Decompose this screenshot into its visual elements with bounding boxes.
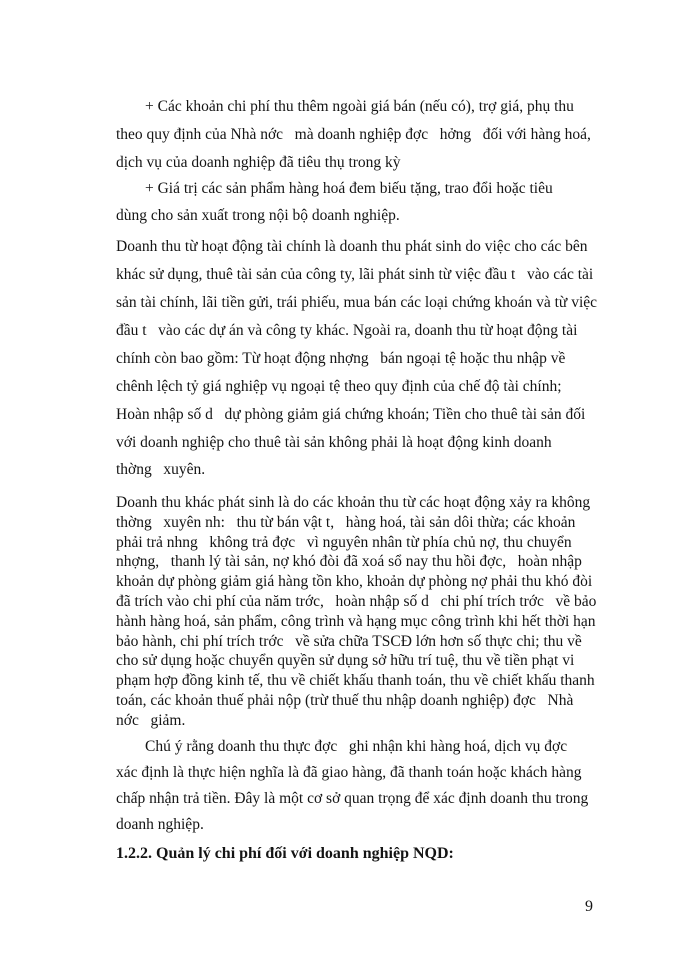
text-line: chấp nhận trả tiền. Đây là một cơ sở quan trọng để xác định doanh thu trong bbox=[116, 790, 589, 807]
text-line: chênh lệch tỷ giá nghiệp vụ ngoại tệ theo quy định của chế độ tài chính; bbox=[116, 378, 562, 395]
text-line: đã trích vào chi phí của năm trớc, hoàn nhập số d chi phí trích trớc về bảo bbox=[116, 593, 597, 610]
text-line: Hoàn nhập số d dự phòng giảm giá chứng khoán; Tiền cho thuê tài sản đối bbox=[116, 406, 586, 423]
text-line: toán, các khoản thuế phải nộp (trừ thuế thu nhập doanh nghiệp) đợc Nhà bbox=[116, 692, 574, 709]
text-line: khác sử dụng, thuê tài sản của công ty, lãi phát sinh từ việc đầu t vào các tài bbox=[116, 266, 594, 283]
text-line: theo quy định của Nhà nớc mà doanh nghiệp đợc hởng đối với hàng hoá, bbox=[116, 126, 591, 143]
page-number: 9 bbox=[585, 898, 593, 915]
text-line: hành hàng hoá, sản phẩm, công trình và hạng mục công trình khi hết thời hạn bbox=[116, 612, 596, 630]
text-line: nớc giảm. bbox=[116, 711, 186, 729]
text-line: Chú ý rằng doanh thu thực đợc ghi nhận khi hàng hoá, dịch vụ đợc bbox=[145, 738, 568, 755]
text-line: Doanh thu khác phát sinh là do các khoản thu từ các hoạt động xảy ra không bbox=[116, 494, 591, 511]
text-line: dịch vụ của doanh nghiệp đã tiêu thụ trong kỳ bbox=[116, 154, 401, 171]
text-line: dùng cho sản xuất trong nội bộ doanh nghiệp. bbox=[116, 207, 400, 224]
text-line: nhợng, thanh lý tài sản, nợ khó đòi đã xoá sổ nay thu hồi đợc, hoàn nhập bbox=[116, 553, 582, 571]
text-line: thờng xuyên. bbox=[116, 461, 206, 478]
text-line: cho sử dụng hoặc chuyển quyền sử dụng sở hữu trí tuệ, thu về tiền phạt vi bbox=[116, 652, 575, 670]
text-line: với doanh nghiệp cho thuê tài sản không phải là hoạt động kinh doanh bbox=[116, 434, 552, 451]
text-line: sản tài chính, lãi tiền gửi, trái phiếu, mua bán các loại chứng khoán và từ việc bbox=[116, 294, 598, 311]
heading-text: 1.2.2. Quản lý chi phí đối với doanh nghiệp NQD: bbox=[116, 845, 454, 862]
text-line: + Các khoản chi phí thu thêm ngoài giá bán (nếu có), trợ giá, phụ thu bbox=[145, 98, 574, 115]
text-line: phải trả nhng không trả đợc vì nguyên nhân từ phía chủ nợ, thu chuyển bbox=[116, 533, 572, 551]
text-line: thờng xuyên nh: thu từ bán vật t, hàng hoá, tài sản dôi thừa; các khoản bbox=[116, 513, 576, 531]
text-line: bảo hành, chi phí trích trớc về sửa chữa TSCĐ lớn hơn số thực chi; thu về bbox=[116, 632, 582, 650]
text-line: Doanh thu từ hoạt động tài chính là doanh thu phát sinh do việc cho các bên bbox=[116, 238, 588, 255]
text-line: đầu t vào các dự án và công ty khác. Ngoài ra, doanh thu từ hoạt động tài bbox=[116, 322, 578, 339]
text-line: + Giá trị các sản phẩm hàng hoá đem biếu tặng, trao đổi hoặc tiêu bbox=[145, 180, 553, 197]
text-line: chính còn bao gồm: Từ hoạt động nhợng bán ngoại tệ hoặc thu nhập về bbox=[116, 350, 566, 367]
text-line: khoản dự phòng giảm giá hàng tồn kho, khoản dự phòng nợ phải thu khó đòi bbox=[116, 573, 593, 591]
text-line: doanh nghiệp. bbox=[116, 816, 204, 833]
text-line: xác định là thực hiện nghĩa là đã giao hàng, đã thanh toán hoặc khách hàng bbox=[116, 764, 582, 781]
text-line: phạm hợp đồng kinh tế, thu về chiết khấu thanh toán, thu về chiết khấu thanh bbox=[116, 672, 595, 690]
